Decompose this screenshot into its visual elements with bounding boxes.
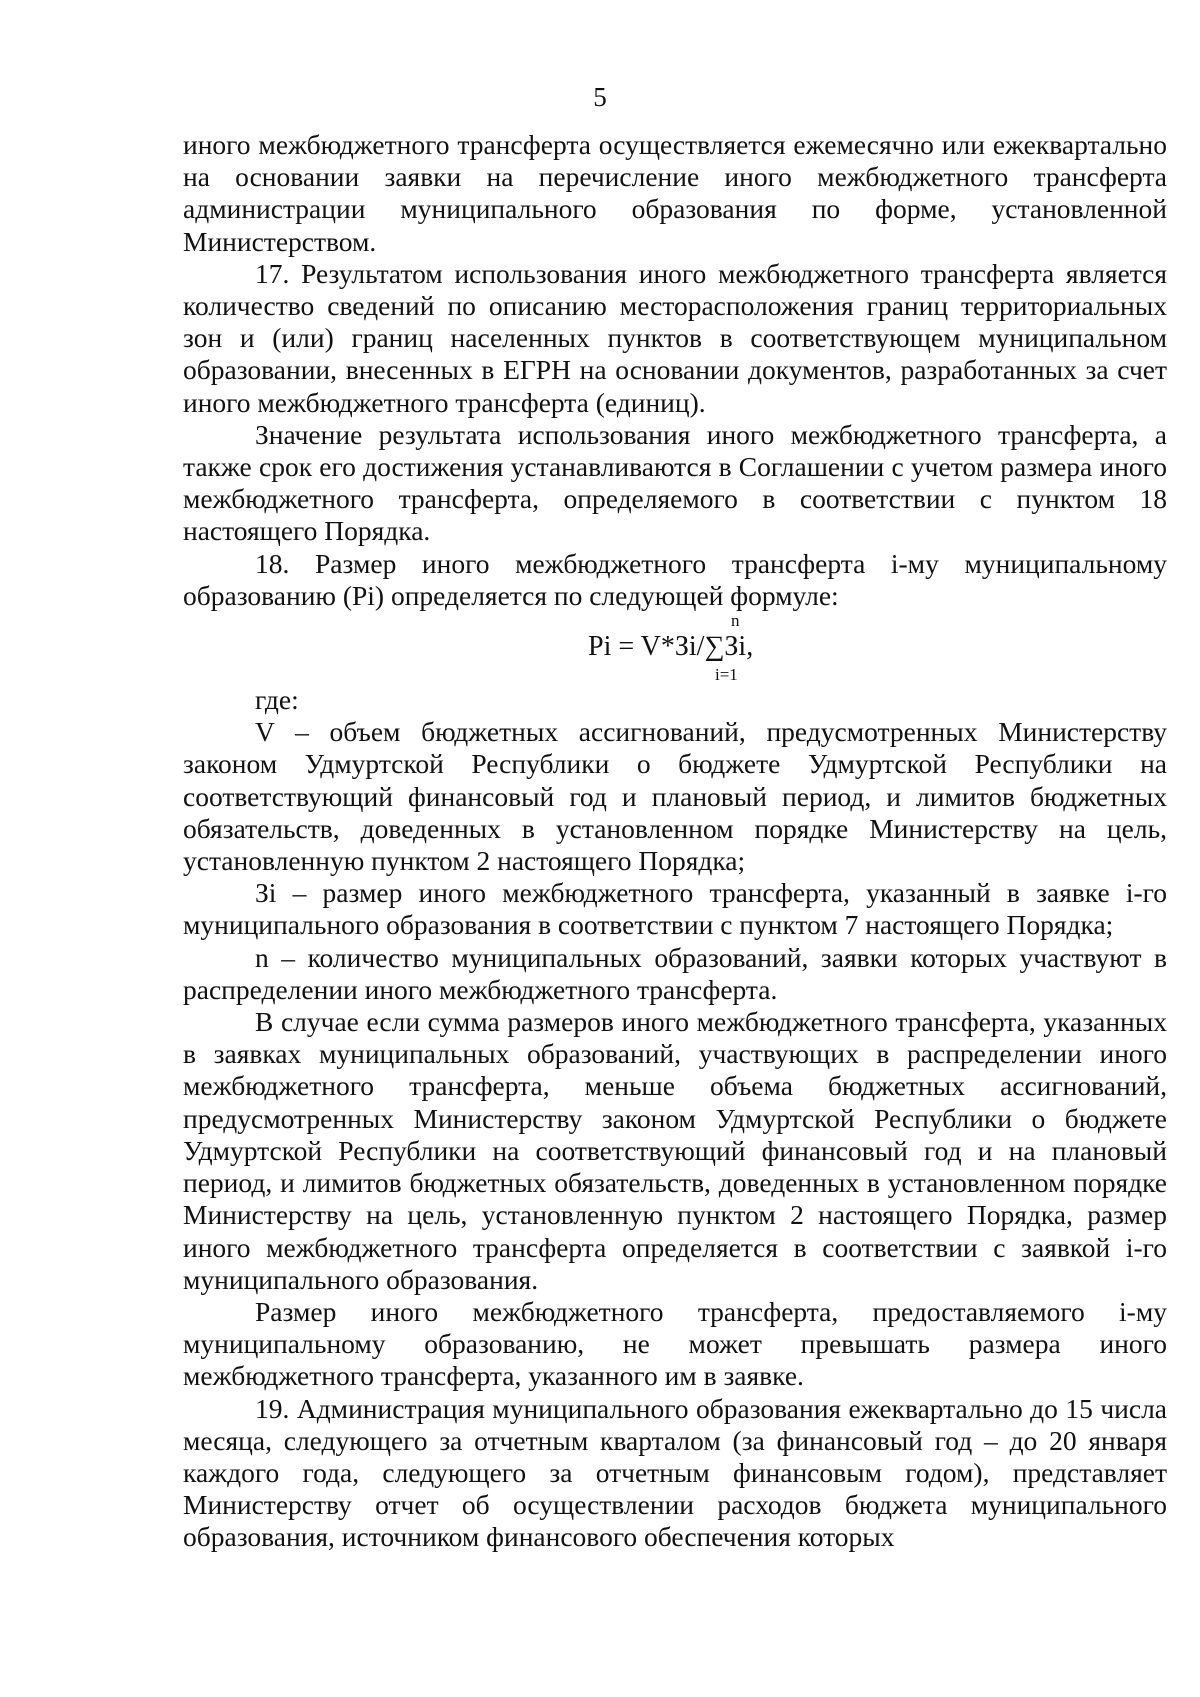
definition-v: V – объем бюджетных ассигнований, предусмотренных Министерству законом Удмуртской Республики о бюджете Удмуртской Республики на соответствующий финансовый год и плановый период, и лимитов бюджетных обязательств, доведенных в установленном порядке Министерству на цель, установленную пунктом 2 настоящего Порядка;: [183, 716, 1167, 877]
paragraph-case: В случае если сумма размеров иного межбюджетного трансферта, указанных в заявках муниципальных образований, участвующих в распределении иного межбюджетного трансферта, меньше объема бюджетных ассигнований, предусмотренных Министерству законом Удмуртской Республики о бюджете Удмуртской Республики на соответствующий финансовый год и на плановый период, и лимитов бюджетных обязательств, доведенных в установленном порядке Министерству на цель, установленную пунктом 2 настоящего Порядка, размер иного межбюджетного трансферта определяется в соответствии с заявкой i-го муниципального образования.: [183, 1006, 1167, 1295]
paragraph-19: 19. Администрация муниципального образования ежеквартально до 15 числа месяца, следующего за отчетным кварталом (за финансовый год – до 20 января каждого года, следующего за отчетным финансовым годом), представляет Министерству отчет об осуществлении расходов бюджета муниципального образования, источником финансового обеспечения которых: [183, 1392, 1167, 1553]
paragraph-17: 17. Результатом использования иного межбюджетного трансферта является количество сведений по описанию месторасположения границ территориальных зон и (или) границ населенных пунктов в соответствующем муниципальном образовании, внесенных в ЕГРН на основании документов, разработанных за счет иного межбюджетного трансферта (единиц).: [183, 257, 1167, 418]
document-body: [183, 129, 1167, 1554]
paragraph-where: где:: [255, 684, 299, 716]
paragraph-limit: Размер иного межбюджетного трансферта, предоставляемого i-му муниципальному образованию, не может превышать размера иного межбюджетного трансферта, указанного им в заявке.: [183, 1295, 1167, 1392]
formula-upper-limit: n: [731, 611, 740, 631]
formula: [183, 612, 1167, 684]
paragraph-result-value: Значение результата использования иного межбюджетного трансферта, а также срок его достижения устанавливаются в Соглашении с учетом размера иного межбюджетного трансферта, определяемого в соответствии с пунктом 18 настоящего Порядка.: [183, 418, 1167, 547]
definition-zi: Зi – размер иного межбюджетного трансферта, указанный в заявке i-го муниципального образования в соответствии с пунктом 7 настоящего Порядка;: [183, 877, 1167, 941]
definition-n: n – количество муниципальных образований, заявки которых участвуют в распределении иного межбюджетного трансферта.: [183, 941, 1167, 1005]
paragraph-continuation: иного межбюджетного трансферта осуществляется ежемесячно или ежеквартально на основании заявки на перечисление иного межбюджетного трансферта администрации муниципального образования по форме, установленной Министерством.: [183, 129, 1167, 257]
formula-expression: Pi = V*Зi/∑Зi,: [588, 631, 754, 663]
page-number: 5: [593, 82, 607, 112]
formula-lower-limit: i=1: [715, 665, 738, 685]
paragraph-18: 18. Размер иного межбюджетного трансферта i-му муниципальному образованию (Pi) определяется по следующей формуле:: [183, 547, 1167, 611]
